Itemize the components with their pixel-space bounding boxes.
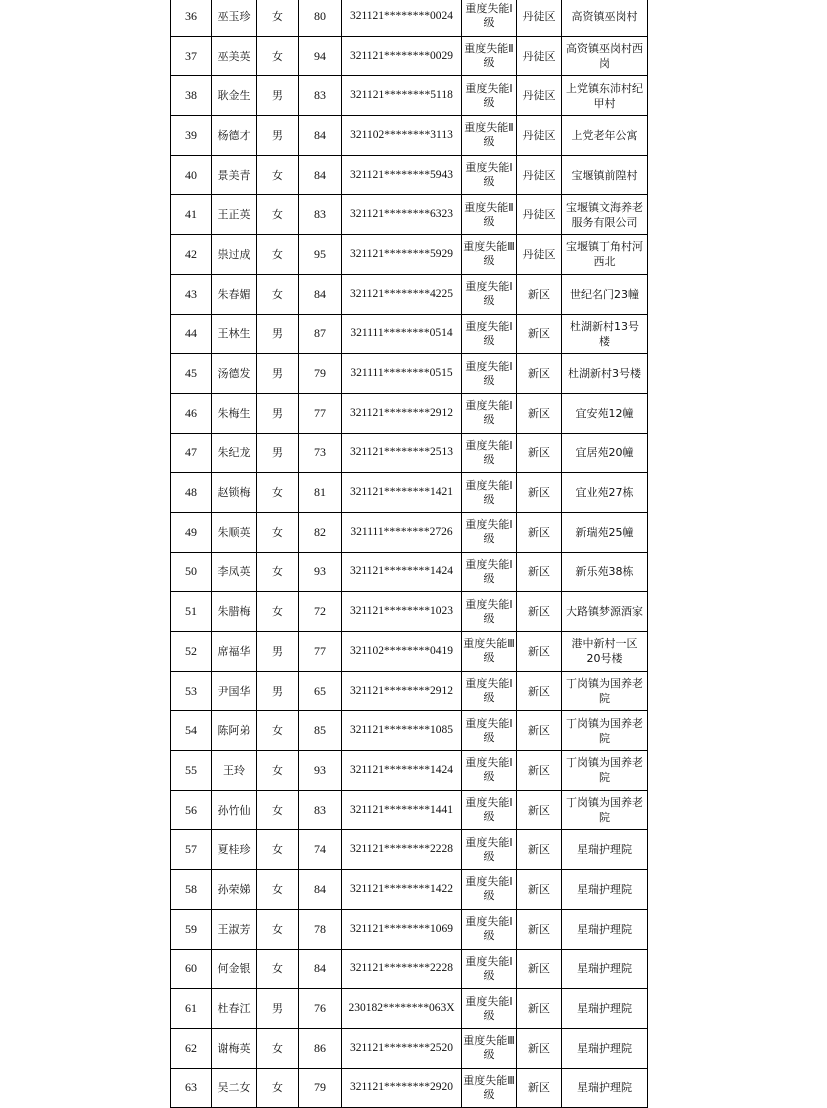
row-number-cell: 38 xyxy=(171,76,212,116)
age-cell: 81 xyxy=(299,473,342,513)
age-cell: 78 xyxy=(299,909,342,949)
table-row xyxy=(171,592,648,632)
name-cell: 朱腊梅 xyxy=(212,592,257,632)
table-row xyxy=(171,473,648,513)
address-cell: 星瑞护理院 xyxy=(562,830,648,870)
address-cell: 星瑞护理院 xyxy=(562,1068,648,1108)
address-cell: 宝堰镇前隍村 xyxy=(562,155,648,195)
row-number-cell: 39 xyxy=(171,116,212,156)
id-number-cell: 321121********1441 xyxy=(342,790,462,830)
address-cell: 宜安苑12幢 xyxy=(562,393,648,433)
age-cell: 79 xyxy=(299,354,342,394)
table-row xyxy=(171,393,648,433)
row-number-cell: 56 xyxy=(171,790,212,830)
district-cell: 丹徒区 xyxy=(517,76,562,116)
disability-level-cell: 重度失能Ⅰ级 xyxy=(462,393,517,433)
table-row xyxy=(171,235,648,275)
row-number-cell: 57 xyxy=(171,830,212,870)
name-cell: 巫玉珍 xyxy=(212,0,257,36)
age-cell: 84 xyxy=(299,274,342,314)
district-cell: 新区 xyxy=(517,433,562,473)
disability-level-cell: 重度失能Ⅰ级 xyxy=(462,274,517,314)
name-cell: 孙竹仙 xyxy=(212,790,257,830)
district-cell: 丹徒区 xyxy=(517,155,562,195)
table-row xyxy=(171,314,648,354)
row-number-cell: 53 xyxy=(171,671,212,711)
gender-cell: 女 xyxy=(257,949,299,989)
name-cell: 陈阿弟 xyxy=(212,711,257,751)
age-cell: 79 xyxy=(299,1068,342,1108)
address-cell: 丁岗镇为国养老院 xyxy=(562,671,648,711)
age-cell: 85 xyxy=(299,711,342,751)
disability-level-cell: 重度失能Ⅰ级 xyxy=(462,354,517,394)
row-number-cell: 55 xyxy=(171,751,212,791)
district-cell: 丹徒区 xyxy=(517,195,562,235)
age-cell: 72 xyxy=(299,592,342,632)
table-row xyxy=(171,790,648,830)
name-cell: 夏桂珍 xyxy=(212,830,257,870)
address-cell: 新乐苑38栋 xyxy=(562,552,648,592)
row-number-cell: 60 xyxy=(171,949,212,989)
gender-cell: 女 xyxy=(257,155,299,195)
id-number-cell: 321121********5943 xyxy=(342,155,462,195)
table-row xyxy=(171,949,648,989)
gender-cell: 女 xyxy=(257,473,299,513)
age-cell: 84 xyxy=(299,116,342,156)
id-number-cell: 321121********2912 xyxy=(342,393,462,433)
gender-cell: 女 xyxy=(257,751,299,791)
disability-level-cell: 重度失能Ⅰ级 xyxy=(462,552,517,592)
id-number-cell: 321121********1069 xyxy=(342,909,462,949)
district-cell: 新区 xyxy=(517,1028,562,1068)
gender-cell: 女 xyxy=(257,1028,299,1068)
district-cell: 新区 xyxy=(517,830,562,870)
id-number-cell: 321121********0024 xyxy=(342,0,462,36)
address-cell: 宜业苑27栋 xyxy=(562,473,648,513)
name-cell: 朱纪龙 xyxy=(212,433,257,473)
name-cell: 耿金生 xyxy=(212,76,257,116)
disability-level-cell: 重度失能Ⅰ级 xyxy=(462,0,517,36)
age-cell: 86 xyxy=(299,1028,342,1068)
row-number-cell: 42 xyxy=(171,235,212,275)
age-cell: 84 xyxy=(299,949,342,989)
table-row xyxy=(171,1028,648,1068)
table-row xyxy=(171,909,648,949)
address-cell: 高资镇巫岗村西岗 xyxy=(562,36,648,76)
district-cell: 新区 xyxy=(517,393,562,433)
address-cell: 杜湖新村3号楼 xyxy=(562,354,648,394)
disability-level-cell: 重度失能Ⅲ级 xyxy=(462,1028,517,1068)
district-cell: 新区 xyxy=(517,592,562,632)
gender-cell: 男 xyxy=(257,76,299,116)
address-cell: 宝堰镇丁角村河西北 xyxy=(562,235,648,275)
id-number-cell: 321121********0029 xyxy=(342,36,462,76)
table-row xyxy=(171,76,648,116)
id-number-cell: 321121********1422 xyxy=(342,870,462,910)
district-cell: 丹徒区 xyxy=(517,116,562,156)
table-row xyxy=(171,989,648,1029)
district-cell: 新区 xyxy=(517,512,562,552)
name-cell: 汤德发 xyxy=(212,354,257,394)
name-cell: 王玲 xyxy=(212,751,257,791)
age-cell: 95 xyxy=(299,235,342,275)
id-number-cell: 321121********2228 xyxy=(342,949,462,989)
name-cell: 朱春媚 xyxy=(212,274,257,314)
table-row xyxy=(171,116,648,156)
id-number-cell: 321111********0515 xyxy=(342,354,462,394)
district-cell: 新区 xyxy=(517,473,562,513)
disability-level-cell: 重度失能Ⅰ级 xyxy=(462,949,517,989)
row-number-cell: 49 xyxy=(171,512,212,552)
table-row xyxy=(171,512,648,552)
name-cell: 王正英 xyxy=(212,195,257,235)
name-cell: 何金银 xyxy=(212,949,257,989)
gender-cell: 女 xyxy=(257,0,299,36)
id-number-cell: 321121********2513 xyxy=(342,433,462,473)
id-number-cell: 321121********1421 xyxy=(342,473,462,513)
district-cell: 新区 xyxy=(517,989,562,1029)
row-number-cell: 41 xyxy=(171,195,212,235)
district-cell: 丹徒区 xyxy=(517,36,562,76)
name-cell: 吴二女 xyxy=(212,1068,257,1108)
disability-level-cell: 重度失能Ⅲ级 xyxy=(462,1068,517,1108)
row-number-cell: 58 xyxy=(171,870,212,910)
table-row xyxy=(171,671,648,711)
age-cell: 87 xyxy=(299,314,342,354)
name-cell: 孙荣娣 xyxy=(212,870,257,910)
age-cell: 93 xyxy=(299,751,342,791)
id-number-cell: 321121********2520 xyxy=(342,1028,462,1068)
gender-cell: 男 xyxy=(257,116,299,156)
table-row xyxy=(171,155,648,195)
row-number-cell: 45 xyxy=(171,354,212,394)
gender-cell: 女 xyxy=(257,830,299,870)
table-row xyxy=(171,354,648,394)
disability-level-cell: 重度失能Ⅰ级 xyxy=(462,512,517,552)
id-number-cell: 321121********2912 xyxy=(342,671,462,711)
district-cell: 新区 xyxy=(517,314,562,354)
id-number-cell: 321121********1424 xyxy=(342,552,462,592)
address-cell: 星瑞护理院 xyxy=(562,870,648,910)
table-row xyxy=(171,274,648,314)
age-cell: 93 xyxy=(299,552,342,592)
id-number-cell: 321121********2228 xyxy=(342,830,462,870)
disability-level-cell: 重度失能Ⅰ级 xyxy=(462,592,517,632)
age-cell: 80 xyxy=(299,0,342,36)
gender-cell: 女 xyxy=(257,36,299,76)
district-cell: 新区 xyxy=(517,949,562,989)
address-cell: 星瑞护理院 xyxy=(562,1028,648,1068)
id-number-cell: 321121********1424 xyxy=(342,751,462,791)
table-row xyxy=(171,195,648,235)
disability-list-table xyxy=(170,0,648,1108)
age-cell: 74 xyxy=(299,830,342,870)
gender-cell: 女 xyxy=(257,790,299,830)
age-cell: 84 xyxy=(299,155,342,195)
row-number-cell: 48 xyxy=(171,473,212,513)
row-number-cell: 52 xyxy=(171,632,212,672)
row-number-cell: 62 xyxy=(171,1028,212,1068)
address-cell: 杜湖新村13号楼 xyxy=(562,314,648,354)
district-cell: 新区 xyxy=(517,790,562,830)
id-number-cell: 321111********0514 xyxy=(342,314,462,354)
gender-cell: 女 xyxy=(257,274,299,314)
table-row xyxy=(171,552,648,592)
gender-cell: 女 xyxy=(257,711,299,751)
address-cell: 丁岗镇为国养老院 xyxy=(562,751,648,791)
table-row xyxy=(171,751,648,791)
address-cell: 星瑞护理院 xyxy=(562,909,648,949)
id-number-cell: 230182********063X xyxy=(342,989,462,1029)
disability-level-cell: 重度失能Ⅱ级 xyxy=(462,36,517,76)
table-row xyxy=(171,433,648,473)
name-cell: 尹国华 xyxy=(212,671,257,711)
age-cell: 73 xyxy=(299,433,342,473)
row-number-cell: 59 xyxy=(171,909,212,949)
address-cell: 宜居苑20幢 xyxy=(562,433,648,473)
gender-cell: 女 xyxy=(257,235,299,275)
gender-cell: 女 xyxy=(257,1068,299,1108)
district-cell: 新区 xyxy=(517,711,562,751)
name-cell: 李凤英 xyxy=(212,552,257,592)
gender-cell: 女 xyxy=(257,592,299,632)
name-cell: 巫美英 xyxy=(212,36,257,76)
disability-level-cell: 重度失能Ⅱ级 xyxy=(462,195,517,235)
name-cell: 王林生 xyxy=(212,314,257,354)
id-number-cell: 321121********1023 xyxy=(342,592,462,632)
row-number-cell: 36 xyxy=(171,0,212,36)
disability-level-cell: 重度失能Ⅲ级 xyxy=(462,632,517,672)
district-cell: 新区 xyxy=(517,751,562,791)
address-cell: 星瑞护理院 xyxy=(562,949,648,989)
disability-level-cell: 重度失能Ⅰ级 xyxy=(462,155,517,195)
table-row xyxy=(171,1068,648,1108)
table-row xyxy=(171,632,648,672)
disability-level-cell: 重度失能Ⅰ级 xyxy=(462,314,517,354)
address-cell: 高资镇巫岗村 xyxy=(562,0,648,36)
age-cell: 77 xyxy=(299,632,342,672)
district-cell: 新区 xyxy=(517,909,562,949)
table-body xyxy=(171,0,648,1108)
row-number-cell: 47 xyxy=(171,433,212,473)
name-cell: 赵锁梅 xyxy=(212,473,257,513)
gender-cell: 男 xyxy=(257,433,299,473)
age-cell: 65 xyxy=(299,671,342,711)
disability-level-cell: 重度失能Ⅰ级 xyxy=(462,830,517,870)
disability-level-cell: 重度失能Ⅰ级 xyxy=(462,433,517,473)
age-cell: 82 xyxy=(299,512,342,552)
gender-cell: 男 xyxy=(257,632,299,672)
address-cell: 上党老年公寓 xyxy=(562,116,648,156)
age-cell: 76 xyxy=(299,989,342,1029)
district-cell: 丹徒区 xyxy=(517,235,562,275)
disability-level-cell: 重度失能Ⅰ级 xyxy=(462,909,517,949)
name-cell: 席福华 xyxy=(212,632,257,672)
gender-cell: 女 xyxy=(257,870,299,910)
age-cell: 84 xyxy=(299,870,342,910)
row-number-cell: 46 xyxy=(171,393,212,433)
id-number-cell: 321121********1085 xyxy=(342,711,462,751)
disability-level-cell: 重度失能Ⅰ级 xyxy=(462,671,517,711)
id-number-cell: 321102********3113 xyxy=(342,116,462,156)
district-cell: 新区 xyxy=(517,1068,562,1108)
disability-level-cell: 重度失能Ⅰ级 xyxy=(462,870,517,910)
age-cell: 77 xyxy=(299,393,342,433)
address-cell: 宝堰镇文海养老服务有限公司 xyxy=(562,195,648,235)
address-cell: 丁岗镇为国养老院 xyxy=(562,711,648,751)
district-cell: 新区 xyxy=(517,671,562,711)
id-number-cell: 321121********4225 xyxy=(342,274,462,314)
disability-level-cell: 重度失能Ⅰ级 xyxy=(462,711,517,751)
name-cell: 朱梅生 xyxy=(212,393,257,433)
address-cell: 港中新村一区20号楼 xyxy=(562,632,648,672)
row-number-cell: 43 xyxy=(171,274,212,314)
row-number-cell: 54 xyxy=(171,711,212,751)
district-cell: 丹徒区 xyxy=(517,0,562,36)
age-cell: 94 xyxy=(299,36,342,76)
district-cell: 新区 xyxy=(517,552,562,592)
id-number-cell: 321121********6323 xyxy=(342,195,462,235)
disability-level-cell: 重度失能Ⅲ级 xyxy=(462,235,517,275)
table-row xyxy=(171,0,648,36)
age-cell: 83 xyxy=(299,76,342,116)
disability-level-cell: 重度失能Ⅰ级 xyxy=(462,790,517,830)
disability-level-cell: 重度失能Ⅰ级 xyxy=(462,989,517,1029)
gender-cell: 男 xyxy=(257,393,299,433)
gender-cell: 女 xyxy=(257,512,299,552)
address-cell: 丁岗镇为国养老院 xyxy=(562,790,648,830)
name-cell: 杨德才 xyxy=(212,116,257,156)
address-cell: 星瑞护理院 xyxy=(562,989,648,1029)
disability-level-cell: 重度失能Ⅱ级 xyxy=(462,116,517,156)
table-row xyxy=(171,711,648,751)
row-number-cell: 50 xyxy=(171,552,212,592)
id-number-cell: 321121********2920 xyxy=(342,1068,462,1108)
table-row xyxy=(171,36,648,76)
district-cell: 新区 xyxy=(517,632,562,672)
name-cell: 朱顺英 xyxy=(212,512,257,552)
row-number-cell: 40 xyxy=(171,155,212,195)
address-cell: 上党镇东沛村纪甲村 xyxy=(562,76,648,116)
row-number-cell: 37 xyxy=(171,36,212,76)
disability-level-cell: 重度失能Ⅰ级 xyxy=(462,473,517,513)
district-cell: 新区 xyxy=(517,870,562,910)
name-cell: 祟过成 xyxy=(212,235,257,275)
district-cell: 新区 xyxy=(517,274,562,314)
id-number-cell: 321102********0419 xyxy=(342,632,462,672)
disability-level-cell: 重度失能Ⅰ级 xyxy=(462,751,517,791)
gender-cell: 男 xyxy=(257,989,299,1029)
id-number-cell: 321111********2726 xyxy=(342,512,462,552)
gender-cell: 男 xyxy=(257,314,299,354)
table-row xyxy=(171,830,648,870)
address-cell: 新瑞苑25幢 xyxy=(562,512,648,552)
id-number-cell: 321121********5929 xyxy=(342,235,462,275)
name-cell: 谢梅英 xyxy=(212,1028,257,1068)
gender-cell: 女 xyxy=(257,195,299,235)
name-cell: 王淑芳 xyxy=(212,909,257,949)
id-number-cell: 321121********5118 xyxy=(342,76,462,116)
gender-cell: 男 xyxy=(257,671,299,711)
row-number-cell: 63 xyxy=(171,1068,212,1108)
gender-cell: 女 xyxy=(257,552,299,592)
table-row xyxy=(171,870,648,910)
name-cell: 景美青 xyxy=(212,155,257,195)
gender-cell: 女 xyxy=(257,909,299,949)
address-cell: 大路镇梦源酒家 xyxy=(562,592,648,632)
document-table-container xyxy=(170,0,648,1108)
age-cell: 83 xyxy=(299,790,342,830)
disability-level-cell: 重度失能Ⅰ级 xyxy=(462,76,517,116)
gender-cell: 男 xyxy=(257,354,299,394)
address-cell: 世纪名门23幢 xyxy=(562,274,648,314)
row-number-cell: 51 xyxy=(171,592,212,632)
age-cell: 83 xyxy=(299,195,342,235)
row-number-cell: 44 xyxy=(171,314,212,354)
row-number-cell: 61 xyxy=(171,989,212,1029)
district-cell: 新区 xyxy=(517,354,562,394)
name-cell: 杜春江 xyxy=(212,989,257,1029)
